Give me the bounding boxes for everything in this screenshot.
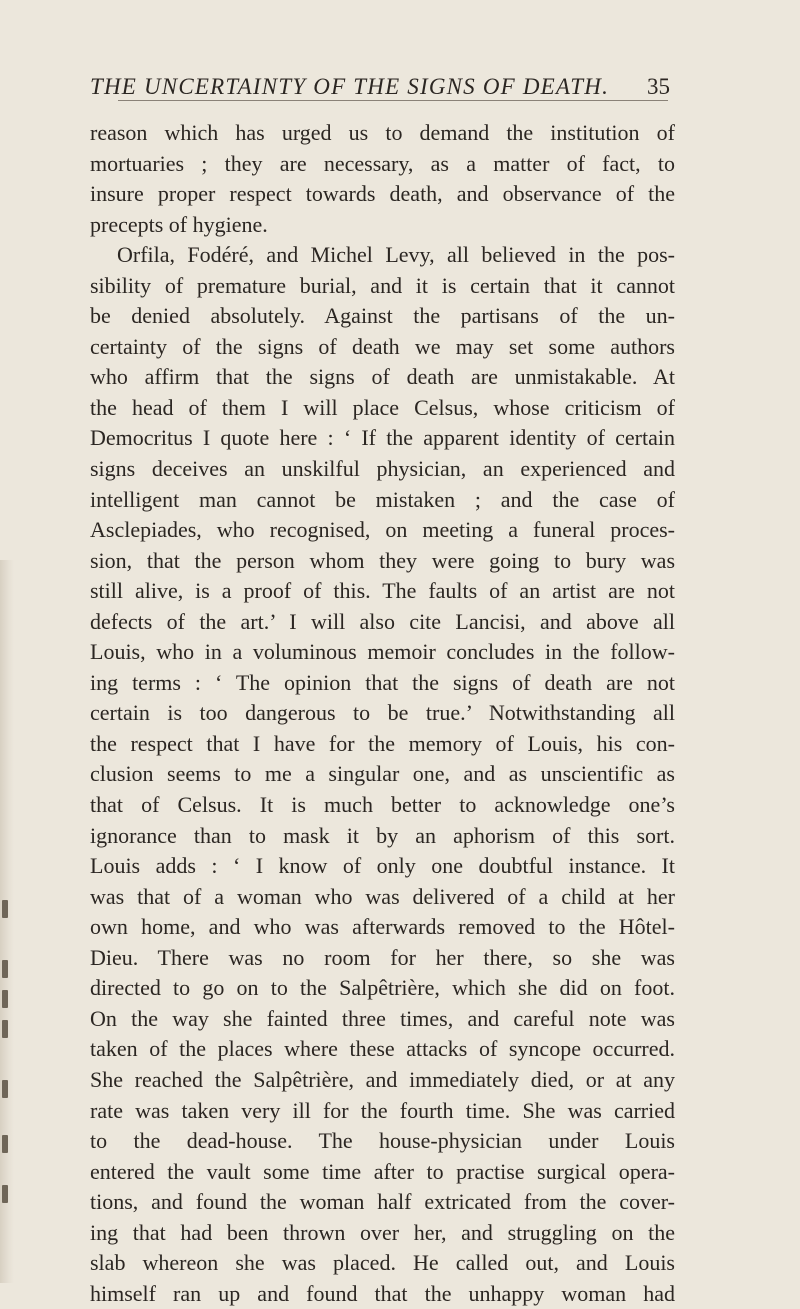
running-title: THE UNCERTAINTY OF THE SIGNS OF DEATH.	[90, 74, 610, 99]
running-header	[90, 74, 670, 106]
text-line: She reached the Salpêtrière, and immediately died, or at any	[90, 1066, 675, 1092]
text-line: ing that had been thrown over her, and struggling on the	[90, 1219, 675, 1245]
text-line: was that of a woman who was delivered of a child at her	[90, 883, 675, 909]
text-line: entered the vault some time after to practise surgical opera-	[90, 1158, 675, 1184]
text-line: clusion seems to me a singular one, and as unscientific as	[90, 761, 675, 787]
text-line: certainty of the signs of death we may set some authors	[90, 333, 675, 359]
body-text	[90, 118, 675, 1309]
text-line: Democritus I quote here : ‘ If the apparent identity of certain	[90, 425, 675, 451]
text-line: ignorance than to mask it by an aphorism of this sort.	[90, 822, 675, 848]
binding-mark	[2, 900, 8, 918]
binding-mark	[2, 990, 8, 1008]
text-line: rate was taken very ill for the fourth time. She was carried	[90, 1097, 675, 1123]
text-line: sibility of premature burial, and it is certain that it cannot	[90, 272, 675, 298]
text-line: taken of the places where these attacks of syncope occurred.	[90, 1036, 675, 1062]
header-rule	[118, 100, 668, 101]
binding-mark	[2, 960, 8, 978]
text-line: signs deceives an unskilful physician, an experienced and	[90, 456, 675, 482]
paragraph-start-line: Orfila, Fodéré, and Michel Levy, all believed in the pos-	[117, 242, 675, 268]
text-line: slab whereon she was placed. He called out, and Louis	[90, 1250, 675, 1276]
page-number: 35	[647, 74, 670, 99]
binding-mark	[2, 1135, 8, 1153]
text-line: certain is too dangerous to be true.’ Notwithstanding all	[90, 700, 675, 726]
text-line: be denied absolutely. Against the partisans of the un-	[90, 303, 675, 329]
text-line: to the dead-house. The house-physician under Louis	[90, 1128, 675, 1154]
text-line: Louis, who in a voluminous memoir concludes in the follow-	[90, 639, 675, 665]
text-line: himself ran up and found that the unhappy woman had	[90, 1280, 675, 1306]
text-line: the head of them I will place Celsus, whose criticism of	[90, 394, 675, 420]
text-line: defects of the art.’ I will also cite Lancisi, and above all	[90, 608, 675, 634]
binding-mark	[2, 1020, 8, 1038]
text-line: ing terms : ‘ The opinion that the signs of death are not	[90, 669, 675, 695]
text-line: precepts of hygiene.	[90, 211, 268, 237]
text-line: insure proper respect towards death, and observance of the	[90, 181, 675, 207]
text-line: sion, that the person whom they were going to bury was	[90, 547, 675, 573]
text-line: that of Celsus. It is much better to acknowledge one’s	[90, 792, 675, 818]
text-line: tions, and found the woman half extricated from the cover-	[90, 1189, 675, 1215]
text-line: still alive, is a proof of this. The faults of an artist are not	[90, 578, 675, 604]
page-binding-edge	[0, 560, 14, 1283]
text-line: Dieu. There was no room for her there, so she was	[90, 944, 675, 970]
text-line: intelligent man cannot be mistaken ; and the case of	[90, 486, 675, 512]
text-line: mortuaries ; they are necessary, as a matter of fact, to	[90, 150, 675, 176]
text-line: reason which has urged us to demand the institution of	[90, 120, 675, 145]
text-line: Louis adds : ‘ I know of only one doubtful instance. It	[90, 853, 675, 879]
binding-mark	[2, 1185, 8, 1203]
text-line: own home, and who was afterwards removed to the Hôtel-	[90, 914, 675, 940]
text-line: who affirm that the signs of death are unmistakable. At	[90, 364, 675, 390]
text-line: Asclepiades, who recognised, on meeting a funeral proces-	[90, 517, 675, 543]
binding-mark	[2, 1080, 8, 1098]
text-line: On the way she fainted three times, and careful note was	[90, 1005, 675, 1031]
text-line: directed to go on to the Salpêtrière, which she did on foot.	[90, 975, 675, 1001]
text-line: the respect that I have for the memory of Louis, his con-	[90, 730, 675, 756]
